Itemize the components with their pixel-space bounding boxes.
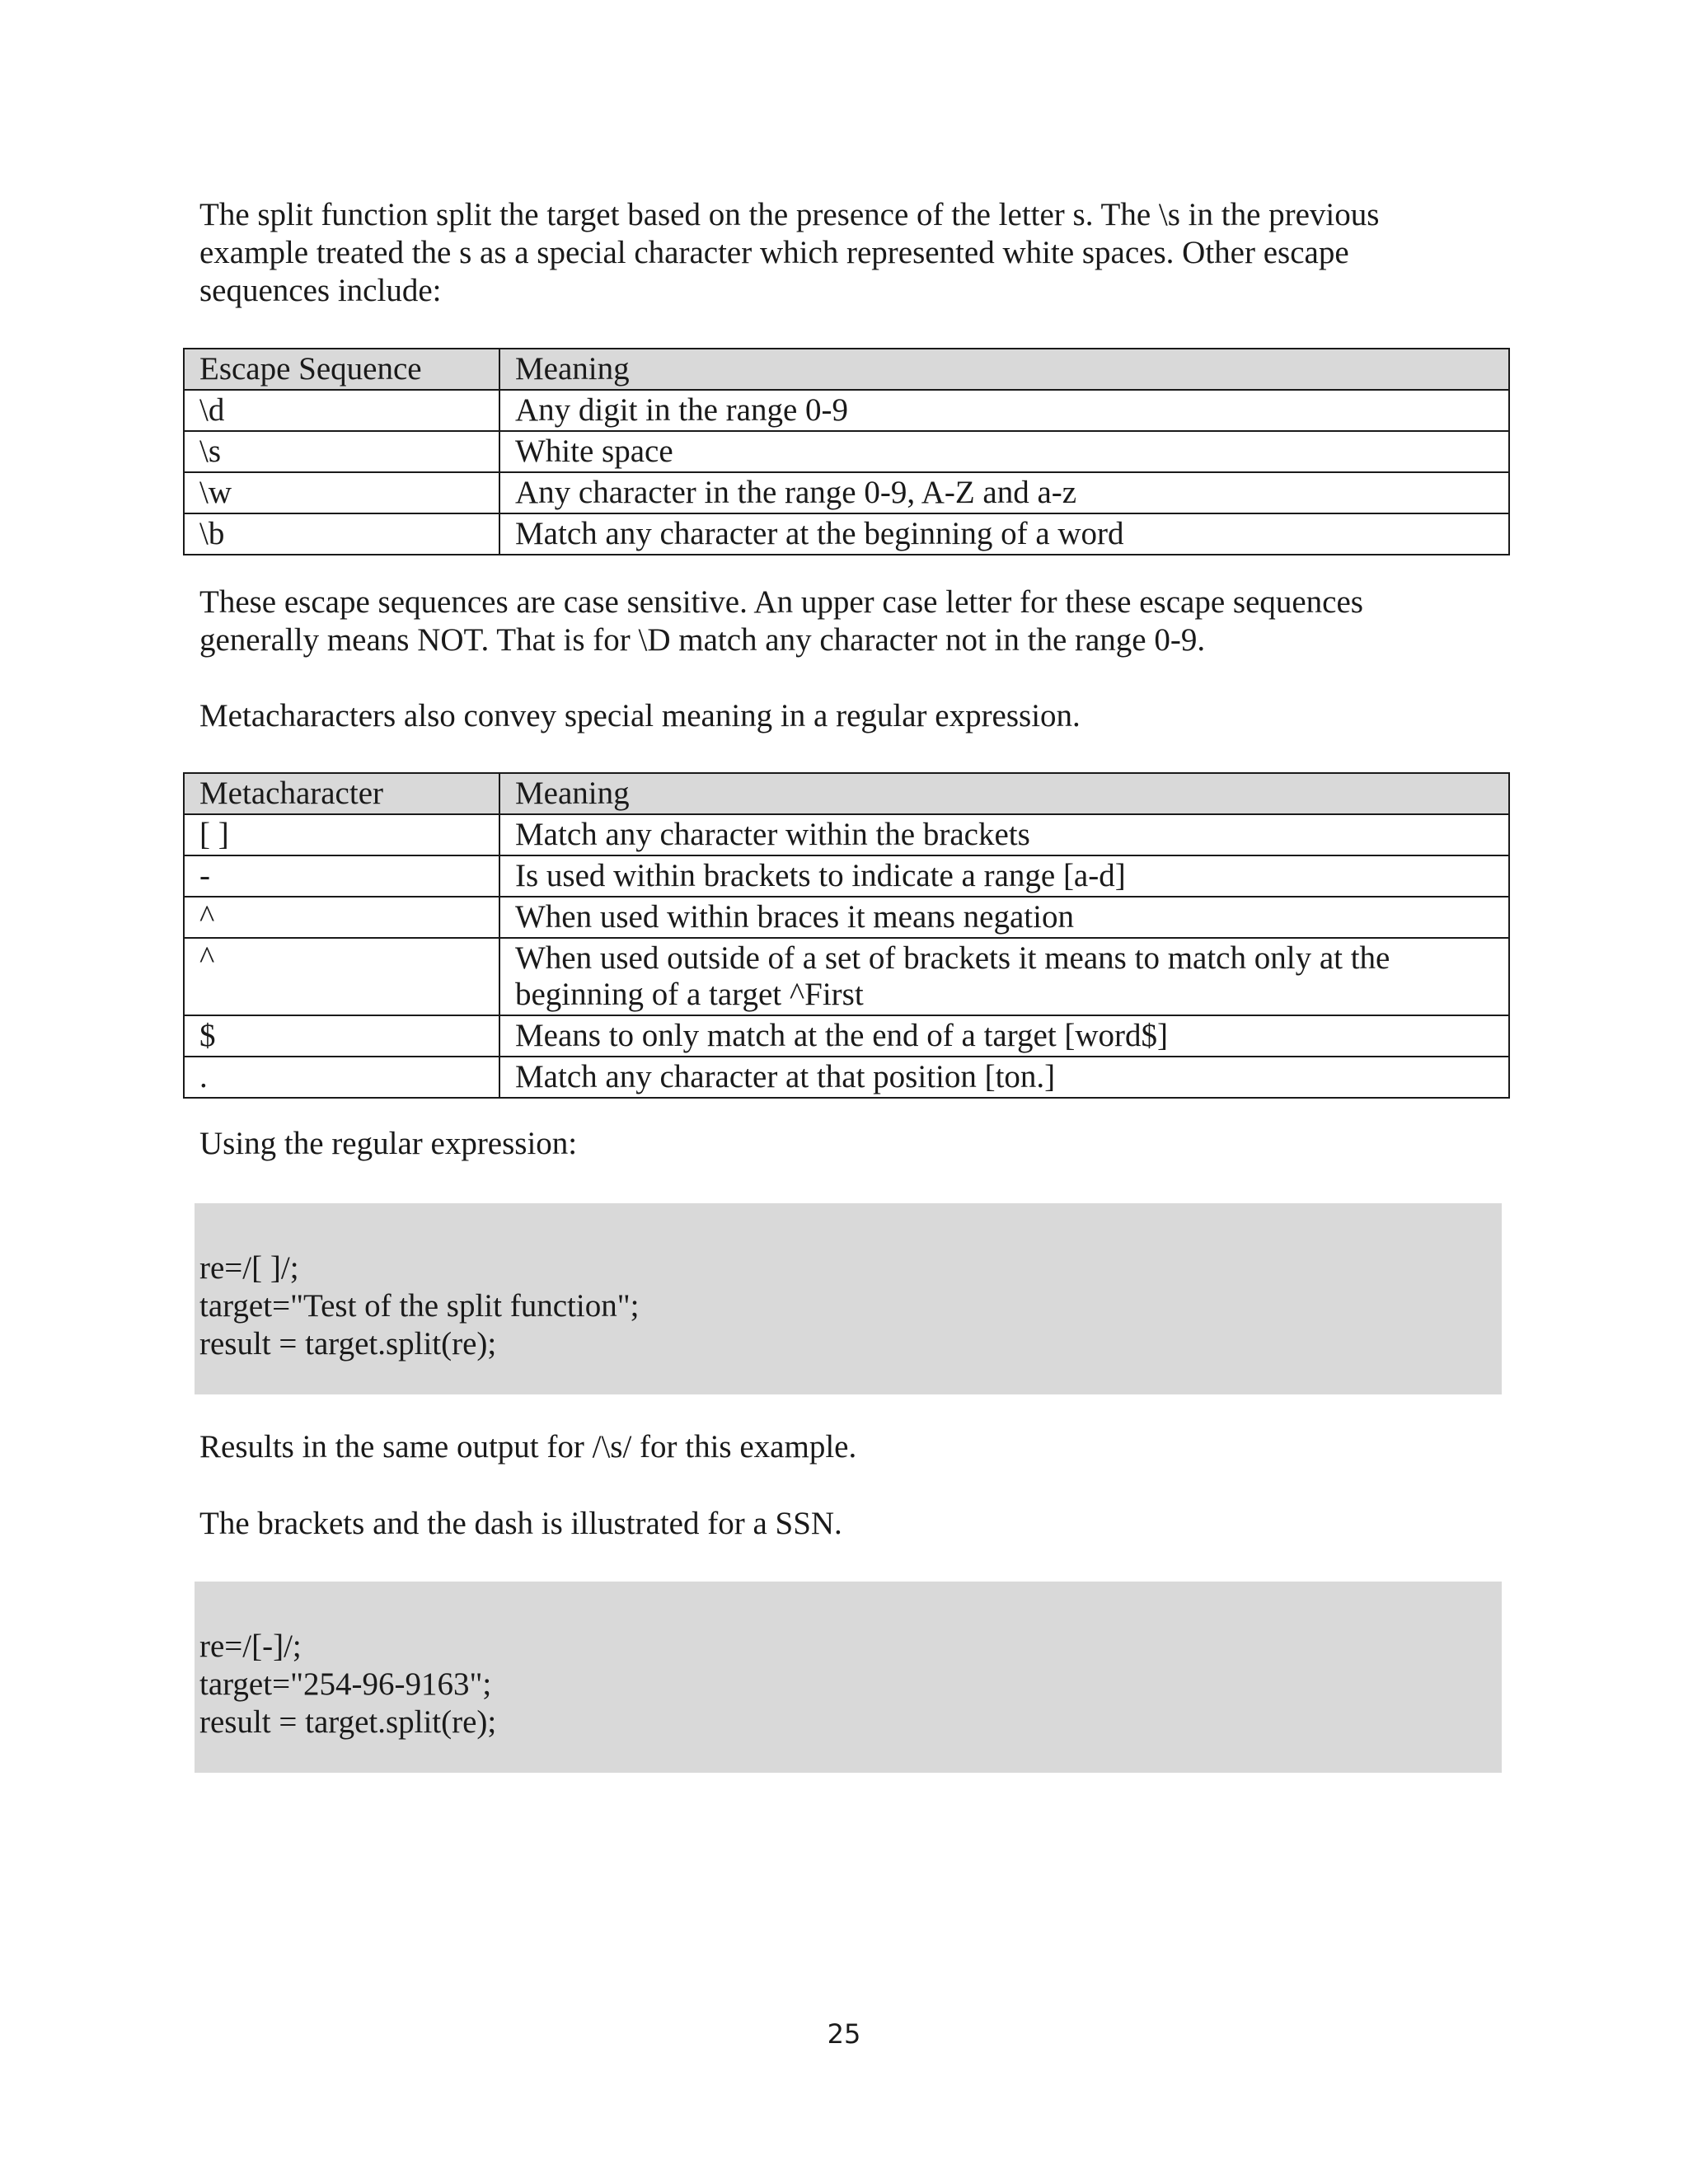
meaning-line: When used outside of a set of brackets it means to match only at the [515,940,1390,976]
meaning-cell: Match any character at the beginning of a word [499,513,1509,555]
table-header-row [184,773,1509,814]
escape-sequence-table [183,348,1510,555]
code-line: target="254-96-9163"; [199,1666,492,1702]
ssn-line: The brackets and the dash is illustrated for a SSN. [199,1506,842,1541]
table-row [184,431,1509,472]
code-content [199,1249,639,1363]
meaning-cell: Match any character at that position [ton.] [499,1057,1509,1098]
meaning-cell: Any character in the range 0-9, A-Z and a-z [499,472,1509,513]
table-row [184,814,1509,855]
intro-line: The split function split the target based on the presence of the letter s. The \s in the previous [199,197,1380,232]
code-line: result = target.split(re); [199,1326,497,1361]
metacharacter-cell: $ [184,1015,499,1057]
intro-line: sequences include: [199,273,442,308]
using-line: Using the regular expression: [199,1126,578,1161]
metacharacter-cell: - [184,855,499,897]
table-row [184,390,1509,431]
meaning-cell: White space [499,431,1509,472]
ssn-text [199,1505,1518,1543]
code-line: re=/[-]/; [199,1629,302,1664]
escape-cell: \s [184,431,499,472]
meaning-line: beginning of a target ^First [515,977,864,1012]
meaning-cell [499,938,1509,1015]
case-sensitivity-paragraph [199,583,1518,659]
header-meaning: Meaning [499,773,1509,814]
case-note-line: generally means NOT. That is for \D match any character not in the range 0-9. [199,622,1206,658]
case-note-line: These escape sequences are case sensitive. An upper case letter for these escape sequences [199,584,1363,620]
header-metacharacter: Metacharacter [184,773,499,814]
code-line: target="Test of the split function"; [199,1288,640,1324]
page-number: 25 [827,2018,861,2050]
escape-cell: \w [184,472,499,513]
table-row [184,897,1509,938]
metacharacter-cell: ^ [184,897,499,938]
table-row [184,938,1509,1015]
code-content [199,1628,496,1741]
meaning-cell: Any digit in the range 0-9 [499,390,1509,431]
header-meaning: Meaning [499,349,1509,390]
intro-line: example treated the s as a special character which represented white spaces. Other escape [199,235,1349,270]
meta-intro-line: Metacharacters also convey special meaning in a regular expression. [199,698,1081,733]
escape-cell: \d [184,390,499,431]
metacharacter-cell: ^ [184,938,499,1015]
table-row [184,513,1509,555]
table-row [184,472,1509,513]
intro-paragraph [199,196,1518,310]
meaning-cell: Is used within brackets to indicate a range [a-d] [499,855,1509,897]
code-line: re=/[ ]/; [199,1250,299,1286]
code-block-split-dash [195,1582,1502,1773]
header-escape-sequence: Escape Sequence [184,349,499,390]
metacharacter-cell: [ ] [184,814,499,855]
table-row [184,855,1509,897]
table-row [184,1057,1509,1098]
results-text [199,1428,1518,1466]
metacharacter-intro [199,697,1518,735]
using-regex-text [199,1125,1518,1163]
meaning-cell: Match any character within the brackets [499,814,1509,855]
table-row [184,1015,1509,1057]
metacharacter-table [183,772,1510,1099]
meaning-cell: Means to only match at the end of a target [word$] [499,1015,1509,1057]
meaning-cell: When used within braces it means negation [499,897,1509,938]
results-line: Results in the same output for /\s/ for this example. [199,1429,857,1465]
metacharacter-cell: . [184,1057,499,1098]
code-line: result = target.split(re); [199,1704,497,1740]
code-block-split-space [195,1203,1502,1394]
table-header-row [184,349,1509,390]
escape-cell: \b [184,513,499,555]
